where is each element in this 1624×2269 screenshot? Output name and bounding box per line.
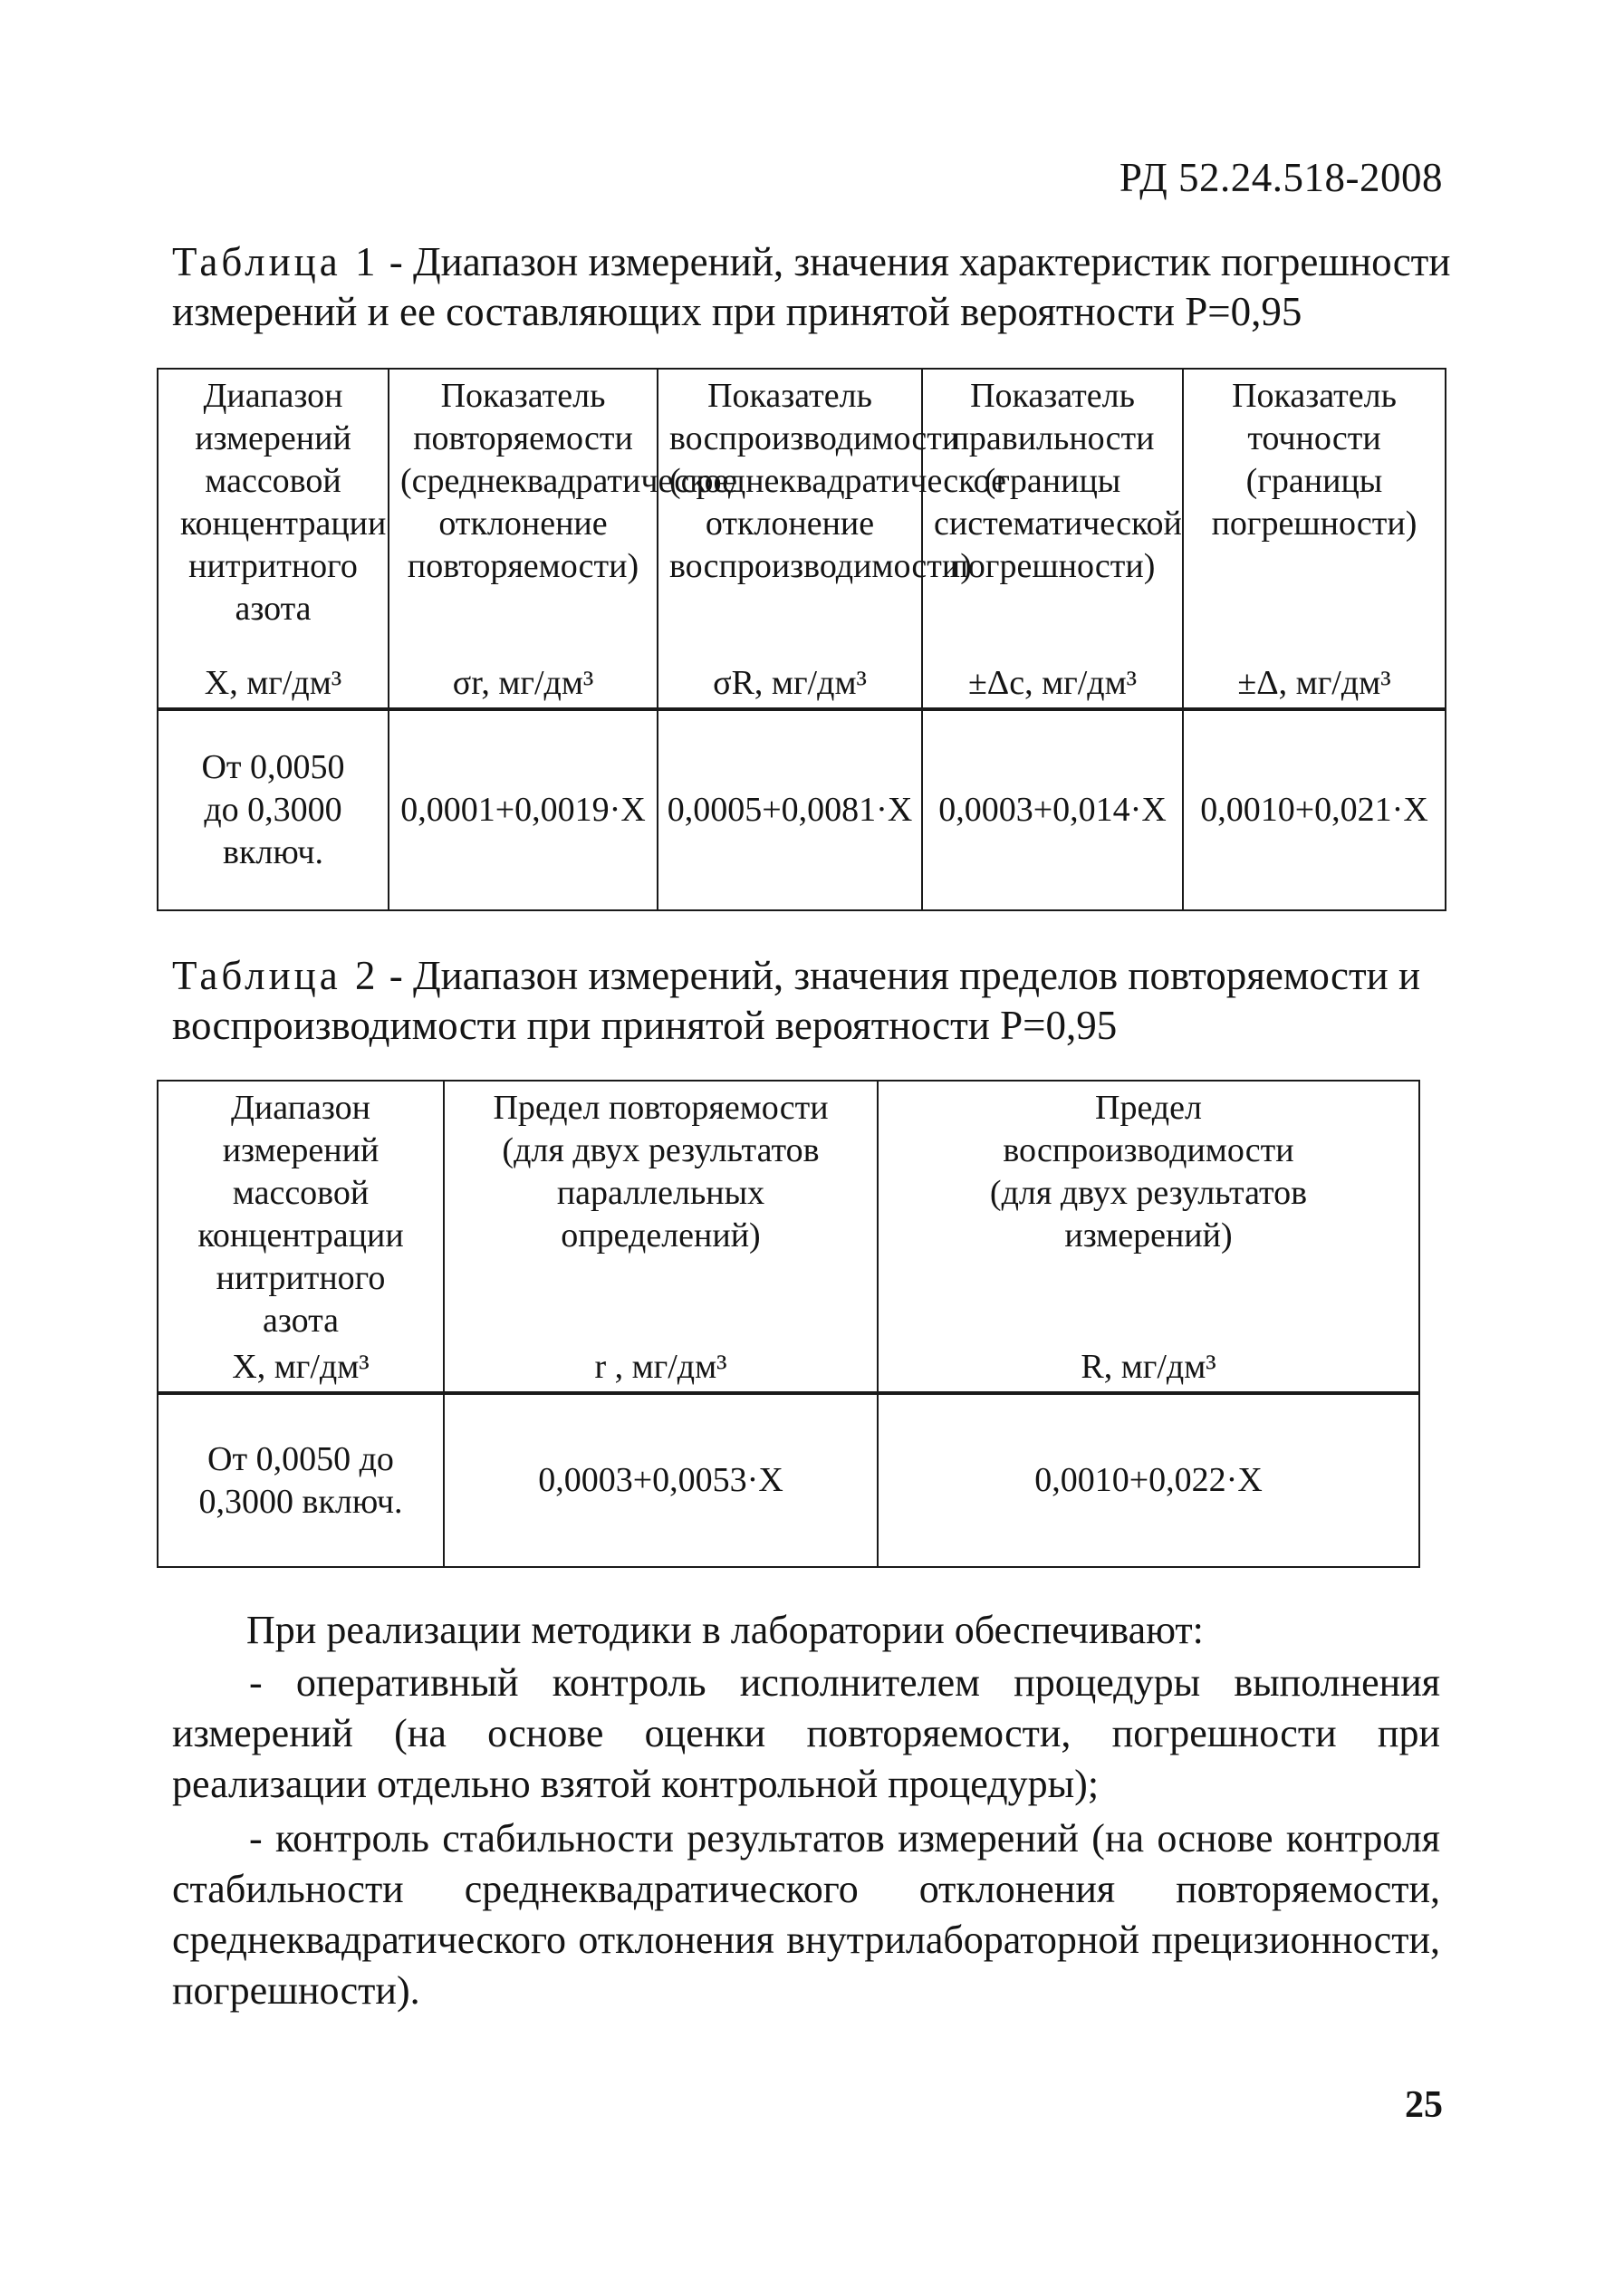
table1-cell-reproducibility: 0,0005+0,0081·X bbox=[658, 709, 922, 910]
table2-cell-reproducibility-limit: 0,0010+0,022·X bbox=[878, 1393, 1419, 1567]
document-code: РД 52.24.518-2008 bbox=[1119, 155, 1443, 200]
table1-col-title: Показатель точности (границы погрешности) bbox=[1211, 377, 1417, 543]
table2-col-title: Предел повторяемости (для двух результатов параллельных определений) bbox=[493, 1089, 829, 1255]
table1-caption-text: - Диапазон измерений, значения характеристик погрешности измерений и ее составляющих при принятой вероятности P=0,95 bbox=[172, 239, 1451, 334]
table1 bbox=[157, 368, 1446, 911]
table1-col-unit: X, мг/дм³ bbox=[204, 664, 342, 702]
table1-col-unit: ±Δ, мг/дм³ bbox=[1237, 664, 1391, 702]
table1-row bbox=[158, 709, 1446, 910]
table1-col-title: Диапазон измерений массовой концентрации нитритного азота bbox=[180, 377, 387, 628]
table1-col-title: Показатель правильности (границы систематической погрешности) bbox=[934, 377, 1182, 585]
table1-col-accuracy-header bbox=[1183, 369, 1446, 709]
table1-col-reproducibility-header bbox=[658, 369, 1007, 709]
table2-col-reproducibility-limit-header bbox=[878, 1081, 1419, 1393]
table1-col-range-header bbox=[158, 369, 389, 709]
table2-cell-range: От 0,0050 до 0,3000 включ. bbox=[158, 1393, 444, 1567]
table2-col-unit: R, мг/дм³ bbox=[1081, 1348, 1216, 1386]
table1-col-unit: ±Δc, мг/дм³ bbox=[967, 664, 1138, 702]
table2-header-row bbox=[158, 1081, 1419, 1393]
control-item-operational: - оперативный контроль исполнителем процедуры выполнения измерений (на основе оценки повторяемости, погрешности при реализации отдельно взятой контрольной процедуры); bbox=[172, 1660, 1440, 1806]
table1-col-trueness-header bbox=[922, 369, 1183, 709]
table2-caption-text: - Диапазон измерений, значения пределов повторяемости и воспроизводимости при принятой вероятности P=0,95 bbox=[172, 953, 1421, 1048]
table1-cell-accuracy: 0,0010+0,021·X bbox=[1183, 709, 1446, 910]
table1-header-row bbox=[158, 369, 1446, 709]
table1-col-repeatability-header bbox=[389, 369, 738, 709]
table2 bbox=[157, 1080, 1420, 1568]
table2-caption-label: Таблица 2 bbox=[172, 953, 380, 998]
table1-cell-repeatability: 0,0001+0,0019·X bbox=[389, 709, 658, 910]
page-number: 25 bbox=[1405, 2084, 1443, 2126]
table2-col-title: Диапазон измерений массовой концентрации нитритного азота bbox=[197, 1089, 404, 1340]
control-item-stability: - контроль стабильности результатов измерений (на основе контроля стабильности среднеквадратического отклонения повторяемости, среднеквадратического отклонения внутрилабораторной прецизионности, погрешности). bbox=[172, 1816, 1440, 2013]
table2-col-unit: r , мг/дм³ bbox=[594, 1348, 727, 1386]
table2-cell-repeatability-limit: 0,0003+0,0053·X bbox=[444, 1393, 878, 1567]
table1-caption bbox=[172, 237, 1454, 337]
table1-col-unit: σr, мг/дм³ bbox=[452, 664, 594, 702]
table1-caption-label: Таблица 1 bbox=[172, 239, 380, 284]
control-intro: При реализации методики в лаборатории обеспечивают: bbox=[246, 1608, 1204, 1652]
table2-col-range-header bbox=[158, 1081, 444, 1393]
table2-caption bbox=[172, 951, 1454, 1051]
table1-col-title: Показатель воспроизводимости (среднеквадратическое отклонение воспроизводимости) bbox=[669, 377, 1007, 585]
table2-col-unit: X, мг/дм³ bbox=[232, 1348, 370, 1386]
table1-cell-range: От 0,0050 до 0,3000 включ. bbox=[158, 709, 389, 910]
table1-cell-trueness: 0,0003+0,014·X bbox=[922, 709, 1183, 910]
table2-col-title: Предел воспроизводимости (для двух результатов измерений) bbox=[989, 1089, 1308, 1255]
table1-col-unit: σR, мг/дм³ bbox=[713, 664, 867, 702]
table1-col-title: Показатель повторяемости (среднеквадратическое отклонение повторяемости) bbox=[400, 377, 738, 585]
table2-row bbox=[158, 1393, 1419, 1567]
table2-col-repeatability-limit-header bbox=[444, 1081, 878, 1393]
